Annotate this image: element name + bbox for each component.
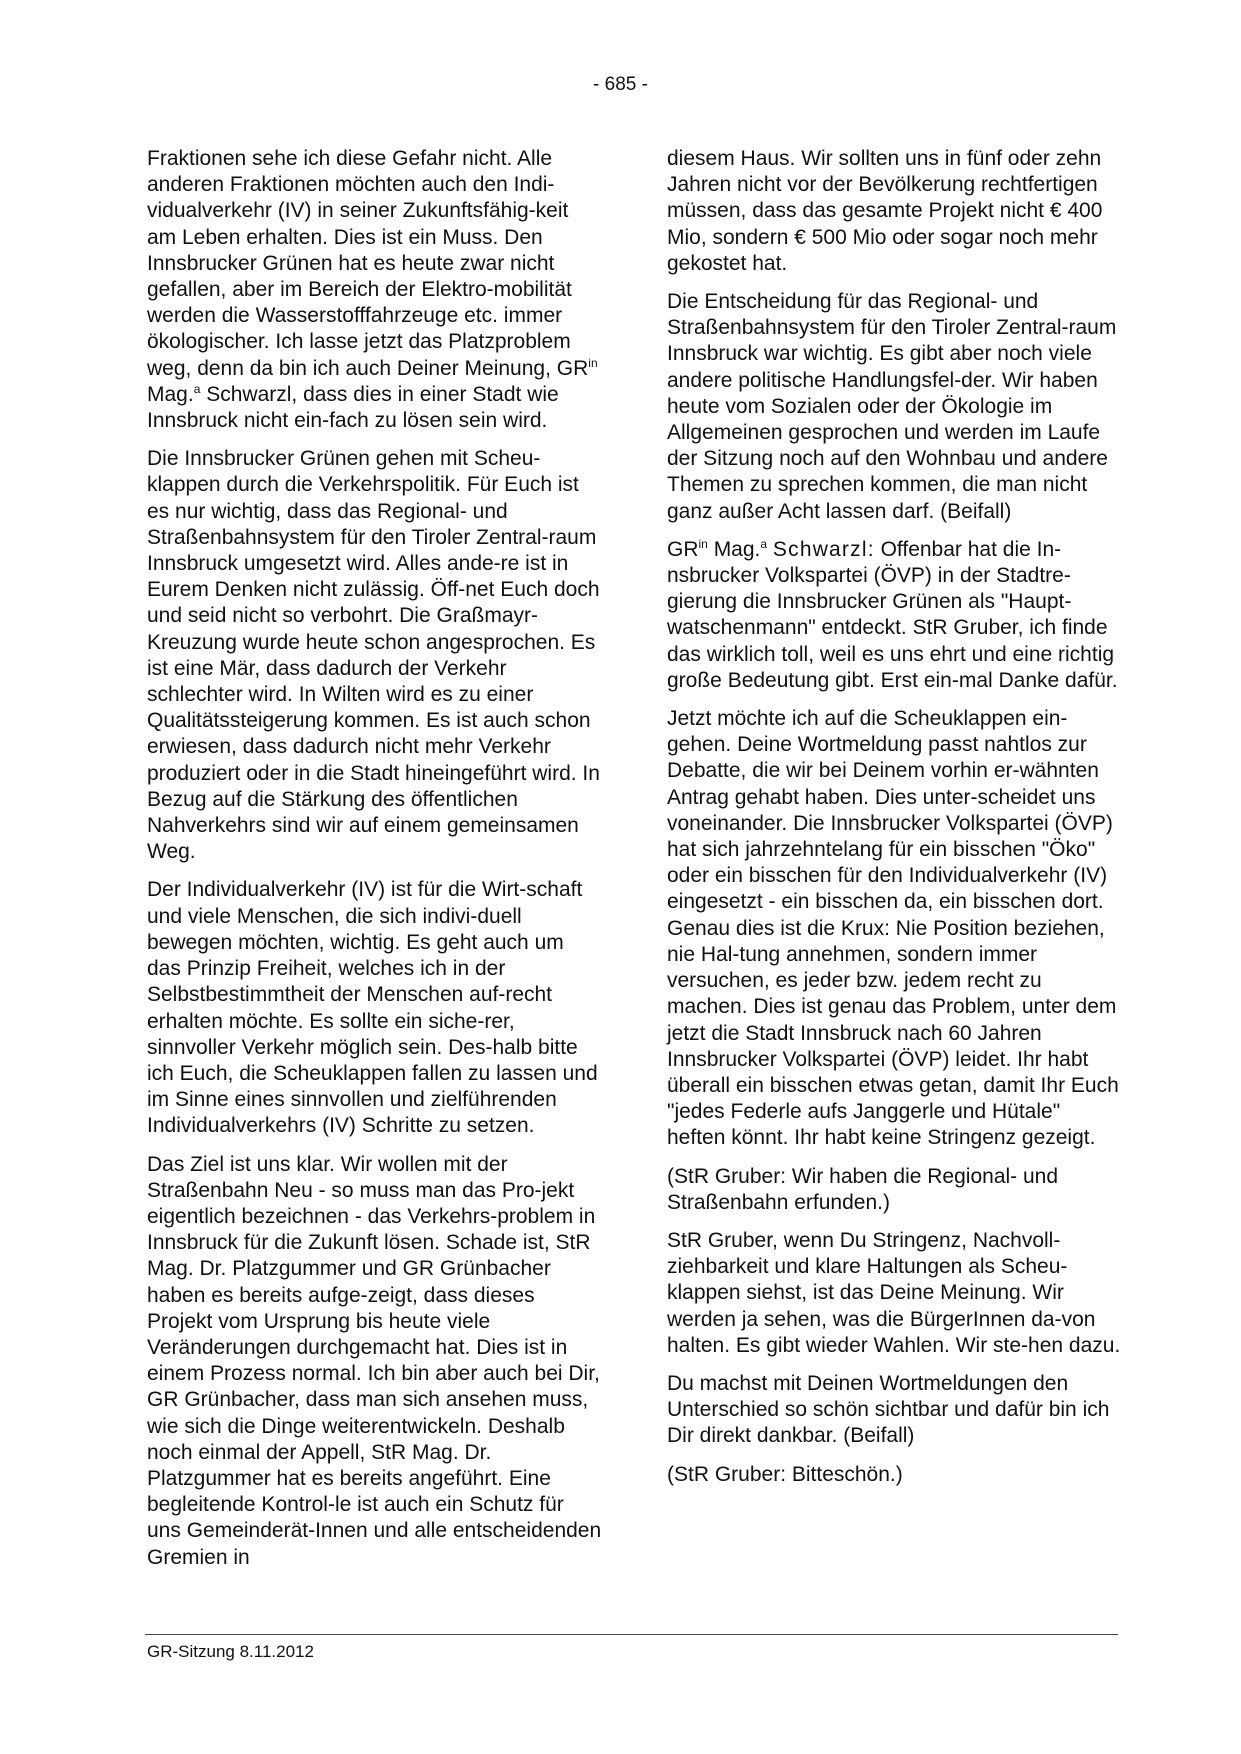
title-mag: Mag. bbox=[147, 382, 194, 406]
paragraph: Die Innsbrucker Grünen gehen mit Scheu-klappen durch die Verkehrspolitik. Für Euch ist es nur wichtig, dass das Regional- und Straßenbahnsystem für den Tiroler Zentral-raum Innsbruck umgesetzt wird. Alles ande-re ist in Eurem Denken nicht zulässig. Öff-net Euch doch und seid nicht so verbohrt. Die Graßmayr-Kreuzung wurde heute schon angesprochen. Es ist eine Mär, dass dadurch der Verkehr schlechter wird. In Wilten wird es zu einer Qualitätssteigerung kommen. Es ist auch schon erwiesen, dass dadurch nicht mehr Verkehr produziert oder in die Stadt hineingeführt wird. In Bezug auf die Stärkung des öffentlichen Nahverkehrs sind wir auf einem gemeinsamen Weg. bbox=[147, 447, 600, 864]
paragraph-text: Schwarzl, dass dies in einer Stadt wie Innsbruck nicht ein-fach zu lösen sein wird. bbox=[147, 382, 559, 433]
paragraph-text: Offenbar hat die In-nsbrucker Volkspartei (ÖVP) in der Stadtre-gierung die Innsbrucker Grünen als "Haupt-watschenmann" entdeckt. StR Gruber, ich finde das wirklich toll, weil es uns ehrt und eine richtig große Bedeutung gibt. Erst ein-mal Danke dafür. bbox=[667, 537, 1118, 692]
superscript: in bbox=[588, 355, 598, 370]
paragraph bbox=[147, 146, 602, 434]
right-column bbox=[667, 146, 1122, 1500]
paragraph: Der Individualverkehr (IV) ist für die Wirt-schaft und viele Menschen, die sich indivi-duell bewegen möchten, wichtig. Es geht auch um das Prinzip Freiheit, welches ich in der Selbstbestimmtheit der Menschen auf-recht erhalten möchte. Es sollte ein siche-rer, sinnvoller Verkehr möglich sein. Des-halb bitte ich Euch, die Scheuklappen fallen zu lassen und im Sinne eines sinnvollen und zielführenden Individualverkehrs (IV) Schritte zu setzen. bbox=[147, 878, 598, 1138]
paragraph: StR Gruber, wenn Du Stringenz, Nachvoll-ziehbarkeit und klare Haltungen als Scheu-klappen siehst, ist das Deine Meinung. Wir werden ja sehen, was die BürgerInnen da-von halten. Es gibt wieder Wahlen. Wir ste-hen dazu. bbox=[667, 1228, 1121, 1357]
left-column bbox=[147, 146, 602, 1583]
page-number: - 685 - bbox=[593, 74, 648, 95]
paragraph bbox=[667, 537, 1122, 694]
paragraph: Das Ziel ist uns klar. Wir wollen mit der Straßenbahn Neu - so muss man das Pro-jekt eigentlich bezeichnen - das Verkehrs-problem in Innsbruck für die Zukunft lösen. Schade ist, StR Mag. Dr. Platzgummer und GR Grünbacher haben es bereits aufge-zeigt, dass dieses Projekt vom Ursprung bis heute viele Veränderungen durchgemacht hat. Dies ist in einem Prozess normal. Ich bin aber auch bei Dir, GR Grünbacher, dass man sich ansehen muss, wie sich die Dinge weiterentwickeln. Deshalb noch einmal der Appell, StR Mag. Dr. Platzgummer hat es bereits angeführt. Eine begleitende Kontrol-le ist auch ein Schutz für uns Gemeinderät-Innen und alle entscheidenden Gremien in bbox=[147, 1152, 602, 1569]
footer: GR-Sitzung 8.11.2012 bbox=[147, 1642, 314, 1661]
paragraph: Die Entscheidung für das Regional- und Straßenbahnsystem für den Tiroler Zentral-raum Innsbruck war wichtig. Es gibt aber noch viele andere politische Handlungsfel-der. Wir haben heute vom Sozialen oder der Ökologie im Allgemeinen gesprochen und werden im Laufe der Sitzung noch auf den Wohnbau und andere Themen zu sprechen kommen, die man nicht ganz außer Acht lassen darf. (Beifall) bbox=[667, 290, 1117, 523]
title-gr: GR bbox=[667, 537, 699, 561]
title-mag: Mag. bbox=[713, 537, 761, 561]
paragraph: Jetzt möchte ich auf die Scheuklappen ein-gehen. Deine Wortmeldung passt nahtlos zur Debatte, die wir bei Deinem vorhin er-wähnten Antrag gehabt haben. Dies unter-scheidet uns voneinander. Die Innsbrucker Volkspartei (ÖVP) hat sich jahrzehntelang für ein bisschen "Öko" oder ein bisschen für den Individualverkehr (IV) eingesetzt - ein bisschen da, ein bisschen dort. Genau dies ist die Krux: Nie Position beziehen, nie Hal-tung annehmen, sondern immer versuchen, es jeder bzw. jedem recht zu machen. Dies ist genau das Problem, unter dem jetzt die Stadt Innsbruck nach 60 Jahren Innsbrucker Volkspartei (ÖVP) leidet. Ihr habt überall ein bisschen etwas getan, damit Ihr Euch "jedes Federle aufs Janggerle und Hütale" heften könnt. Ihr habt keine Stringenz gezeigt. bbox=[667, 707, 1119, 1150]
superscript: a bbox=[760, 536, 768, 551]
interjection: (StR Gruber: Wir haben die Regional- und Straßenbahn erfunden.) bbox=[667, 1164, 1059, 1214]
paragraph: Du machst mit Deinen Wortmeldungen den Unterschied so schön sichtbar und dafür bin ich Dir direkt dankbar. (Beifall) bbox=[667, 1371, 1110, 1448]
footer-rule bbox=[145, 1634, 1118, 1635]
superscript: in bbox=[698, 536, 708, 551]
paragraph-text: Fraktionen sehe ich diese Gefahr nicht. Alle anderen Fraktionen möchten auch den Indi-vidualverkehr (IV) in seiner Zukunftsfähig-keit am Leben erhalten. Dies ist ein Muss. Den Innsbrucker Grünen hat es heute zwar nicht gefallen, aber im Bereich der Elektro-mobilität werden die Wasserstofffahrzeuge etc. immer ökologischer. Ich lasse jetzt das Platzproblem weg, denn da bin ich auch Deiner Meinung, bbox=[147, 147, 572, 380]
superscript: a bbox=[193, 381, 201, 396]
paragraph: diesem Haus. Wir sollten uns in fünf oder zehn Jahren nicht vor der Bevölkerung rechtfertigen müssen, dass das gesamte Projekt nicht € 400 Mio, sondern € 500 Mio oder sogar noch mehr gekostet hat. bbox=[667, 147, 1103, 275]
title-gr: GR bbox=[556, 356, 589, 380]
interjection: (StR Gruber: Bitteschön.) bbox=[667, 1462, 903, 1486]
speaker-name: Schwarzl: bbox=[772, 537, 875, 561]
